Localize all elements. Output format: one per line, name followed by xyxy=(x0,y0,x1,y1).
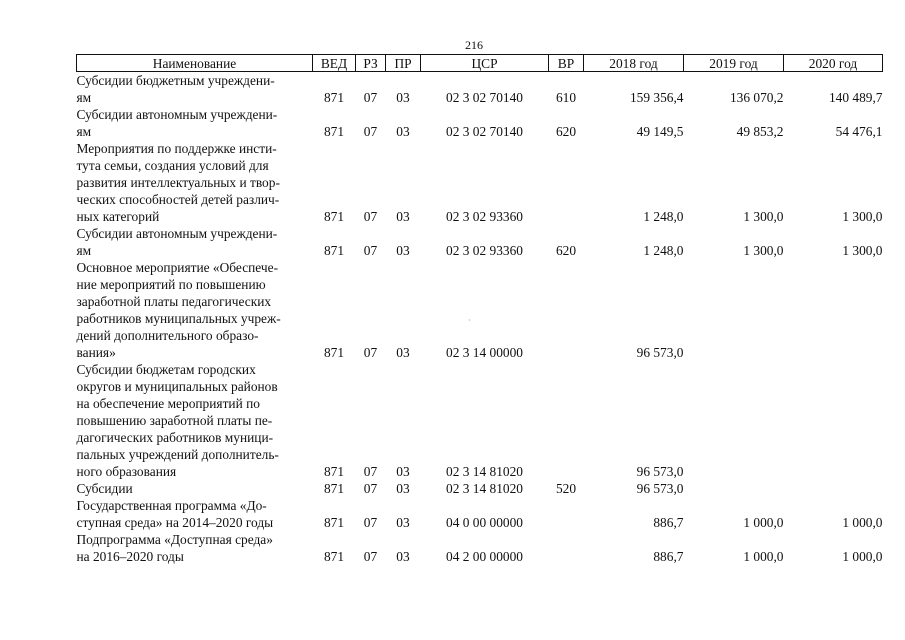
csr-cell: 04 2 00 00000 xyxy=(446,549,523,564)
item-name-line: дений дополнительного образо- xyxy=(76,328,259,343)
item-name-cell xyxy=(77,140,313,225)
item-name-line: ям xyxy=(76,90,92,105)
amount-2019-cell: 1 300,0 xyxy=(743,209,784,224)
item-name-line: ческих способностей детей различ- xyxy=(76,192,280,207)
ved-cell: 871 xyxy=(323,515,345,530)
ved-cell: 871 xyxy=(323,124,345,139)
vr-cell xyxy=(549,361,584,480)
scan-speck: · xyxy=(468,316,471,325)
amount-2019-cell: 1 000,0 xyxy=(743,515,784,530)
amount-2020-cell: 140 489,7 xyxy=(828,90,883,105)
vr-cell xyxy=(549,497,584,531)
item-name-line: Основное мероприятие «Обеспече- xyxy=(76,260,279,275)
amount-2018-cell: 49 149,5 xyxy=(636,124,684,139)
csr-cell: 02 3 02 70140 xyxy=(446,124,523,139)
rz-cell: 07 xyxy=(363,90,378,105)
column-header-2018: 2018 год xyxy=(584,55,684,72)
vr-cell: 610 xyxy=(555,90,577,105)
column-header-2020: 2020 год xyxy=(784,55,883,72)
item-name-line: ям xyxy=(76,124,92,139)
table-row xyxy=(77,106,883,140)
item-name-cell xyxy=(77,259,313,361)
amount-2019-cell xyxy=(684,361,784,480)
amount-2020-cell xyxy=(784,361,883,480)
column-header-name: Наименование xyxy=(77,55,313,72)
item-name-line: ступная среда» на 2014–2020 годы xyxy=(76,515,274,530)
amount-2020-cell: 1 300,0 xyxy=(842,243,883,258)
vr-cell xyxy=(549,259,584,361)
pr-cell: 03 xyxy=(396,90,410,105)
pr-cell: 03 xyxy=(396,515,410,530)
item-name-line: ние мероприятий по повышению xyxy=(76,277,266,292)
pr-cell: 03 xyxy=(396,124,410,139)
item-name-line: Мероприятия по поддержке инсти- xyxy=(76,141,277,156)
ved-cell: 871 xyxy=(323,481,345,496)
item-name-line: на 2016–2020 годы xyxy=(76,549,184,564)
table-body xyxy=(77,72,883,566)
amount-2019-cell: 1 000,0 xyxy=(743,549,784,564)
table-row xyxy=(77,531,883,565)
item-name-line: пальных учреждений дополнитель- xyxy=(76,447,279,462)
rz-cell: 07 xyxy=(363,549,378,564)
ved-cell: 871 xyxy=(323,90,345,105)
item-name-line: ного образования xyxy=(76,464,177,479)
table-row xyxy=(77,72,883,107)
amount-2019-cell: 1 300,0 xyxy=(743,243,784,258)
item-name-line: тута семьи, создания условий для xyxy=(76,158,269,173)
column-header-csr: ЦСР xyxy=(421,55,549,72)
csr-cell: 02 3 14 00000 xyxy=(446,345,523,360)
csr-cell: 02 3 14 81020 xyxy=(446,481,523,496)
item-name-line: Субсидии xyxy=(76,481,133,496)
item-name-line: Субсидии автономным учреждени- xyxy=(76,107,278,122)
amount-2020-cell xyxy=(784,480,883,497)
amount-2018-cell: 96 573,0 xyxy=(636,464,684,479)
item-name-line: работников муниципальных учреж- xyxy=(76,311,281,326)
item-name-line: развития интеллектуальных и твор- xyxy=(76,175,280,190)
item-name-line: заработной платы педагогических xyxy=(76,294,272,309)
column-header-pr: ПР xyxy=(386,55,421,72)
rz-cell: 07 xyxy=(363,464,378,479)
rz-cell: 07 xyxy=(363,345,378,360)
table-row xyxy=(77,259,883,361)
vr-cell: 520 xyxy=(555,481,577,496)
ved-cell: 871 xyxy=(323,549,345,564)
pr-cell: 03 xyxy=(396,243,410,258)
table-row xyxy=(77,480,883,497)
pr-cell: 03 xyxy=(396,209,410,224)
item-name-cell xyxy=(77,531,313,565)
csr-cell: 02 3 02 93360 xyxy=(446,243,523,258)
item-name-line: на обеспечение мероприятий по xyxy=(76,396,260,411)
item-name-line: повышению заработной платы пе- xyxy=(76,413,273,428)
vr-cell xyxy=(549,140,584,225)
item-name-line: дагогических работников муници- xyxy=(76,430,274,445)
item-name-line: округов и муниципальных районов xyxy=(76,379,278,394)
table-row xyxy=(77,361,883,480)
item-name-cell xyxy=(77,480,313,497)
amount-2018-cell: 159 356,4 xyxy=(629,90,684,105)
item-name-line: Субсидии бюджетным учреждени- xyxy=(76,73,275,88)
ved-cell: 871 xyxy=(323,209,345,224)
item-name-cell xyxy=(77,106,313,140)
item-name-line: Подпрограмма «Доступная среда» xyxy=(76,532,273,547)
csr-cell: 02 3 14 81020 xyxy=(446,464,523,479)
item-name-line: ям xyxy=(76,243,92,258)
table-row xyxy=(77,497,883,531)
rz-cell: 07 xyxy=(363,209,378,224)
table-row xyxy=(77,225,883,259)
item-name-line: Субсидии автономным учреждени- xyxy=(76,226,278,241)
item-name-cell xyxy=(77,361,313,480)
amount-2020-cell: 1 000,0 xyxy=(842,515,883,530)
amount-2019-cell: 49 853,2 xyxy=(736,124,784,139)
amount-2019-cell xyxy=(684,480,784,497)
item-name-line: вания» xyxy=(76,345,116,360)
amount-2019-cell xyxy=(684,259,784,361)
item-name-line: ных категорий xyxy=(76,209,160,224)
item-name-line: Государственная программа «До- xyxy=(76,498,267,513)
item-name-cell xyxy=(77,225,313,259)
budget-table xyxy=(76,54,883,565)
item-name-line: Субсидии бюджетам городских xyxy=(76,362,256,377)
amount-2018-cell: 1 248,0 xyxy=(643,243,684,258)
rz-cell: 07 xyxy=(363,515,378,530)
csr-cell: 04 0 00 00000 xyxy=(446,515,523,530)
column-header-rz: РЗ xyxy=(356,55,386,72)
pr-cell: 03 xyxy=(396,481,410,496)
ved-cell: 871 xyxy=(323,464,345,479)
column-header-ved: ВЕД xyxy=(313,55,356,72)
item-name-cell xyxy=(77,497,313,531)
column-header-vr: ВР xyxy=(549,55,584,72)
table-header-row xyxy=(77,55,883,72)
item-name-cell xyxy=(77,72,313,107)
csr-cell: 02 3 02 93360 xyxy=(446,209,523,224)
amount-2020-cell xyxy=(784,259,883,361)
vr-cell xyxy=(549,531,584,565)
table-row xyxy=(77,140,883,225)
column-header-2019: 2019 год xyxy=(684,55,784,72)
amount-2020-cell: 54 476,1 xyxy=(835,124,883,139)
amount-2018-cell: 886,7 xyxy=(653,515,684,530)
amount-2020-cell: 1 000,0 xyxy=(842,549,883,564)
rz-cell: 07 xyxy=(363,243,378,258)
pr-cell: 03 xyxy=(396,464,410,479)
amount-2018-cell: 886,7 xyxy=(653,549,684,564)
rz-cell: 07 xyxy=(363,124,378,139)
page-number: 216 xyxy=(465,38,483,52)
ved-cell: 871 xyxy=(323,345,345,360)
amount-2018-cell: 96 573,0 xyxy=(636,481,684,496)
rz-cell: 07 xyxy=(363,481,378,496)
pr-cell: 03 xyxy=(396,549,410,564)
csr-cell: 02 3 02 70140 xyxy=(446,90,523,105)
amount-2018-cell: 1 248,0 xyxy=(643,209,684,224)
amount-2020-cell: 1 300,0 xyxy=(842,209,883,224)
amount-2018-cell: 96 573,0 xyxy=(636,345,684,360)
vr-cell: 620 xyxy=(555,243,577,258)
vr-cell: 620 xyxy=(555,124,577,139)
pr-cell: 03 xyxy=(396,345,410,360)
ved-cell: 871 xyxy=(323,243,345,258)
amount-2019-cell: 136 070,2 xyxy=(729,90,784,105)
